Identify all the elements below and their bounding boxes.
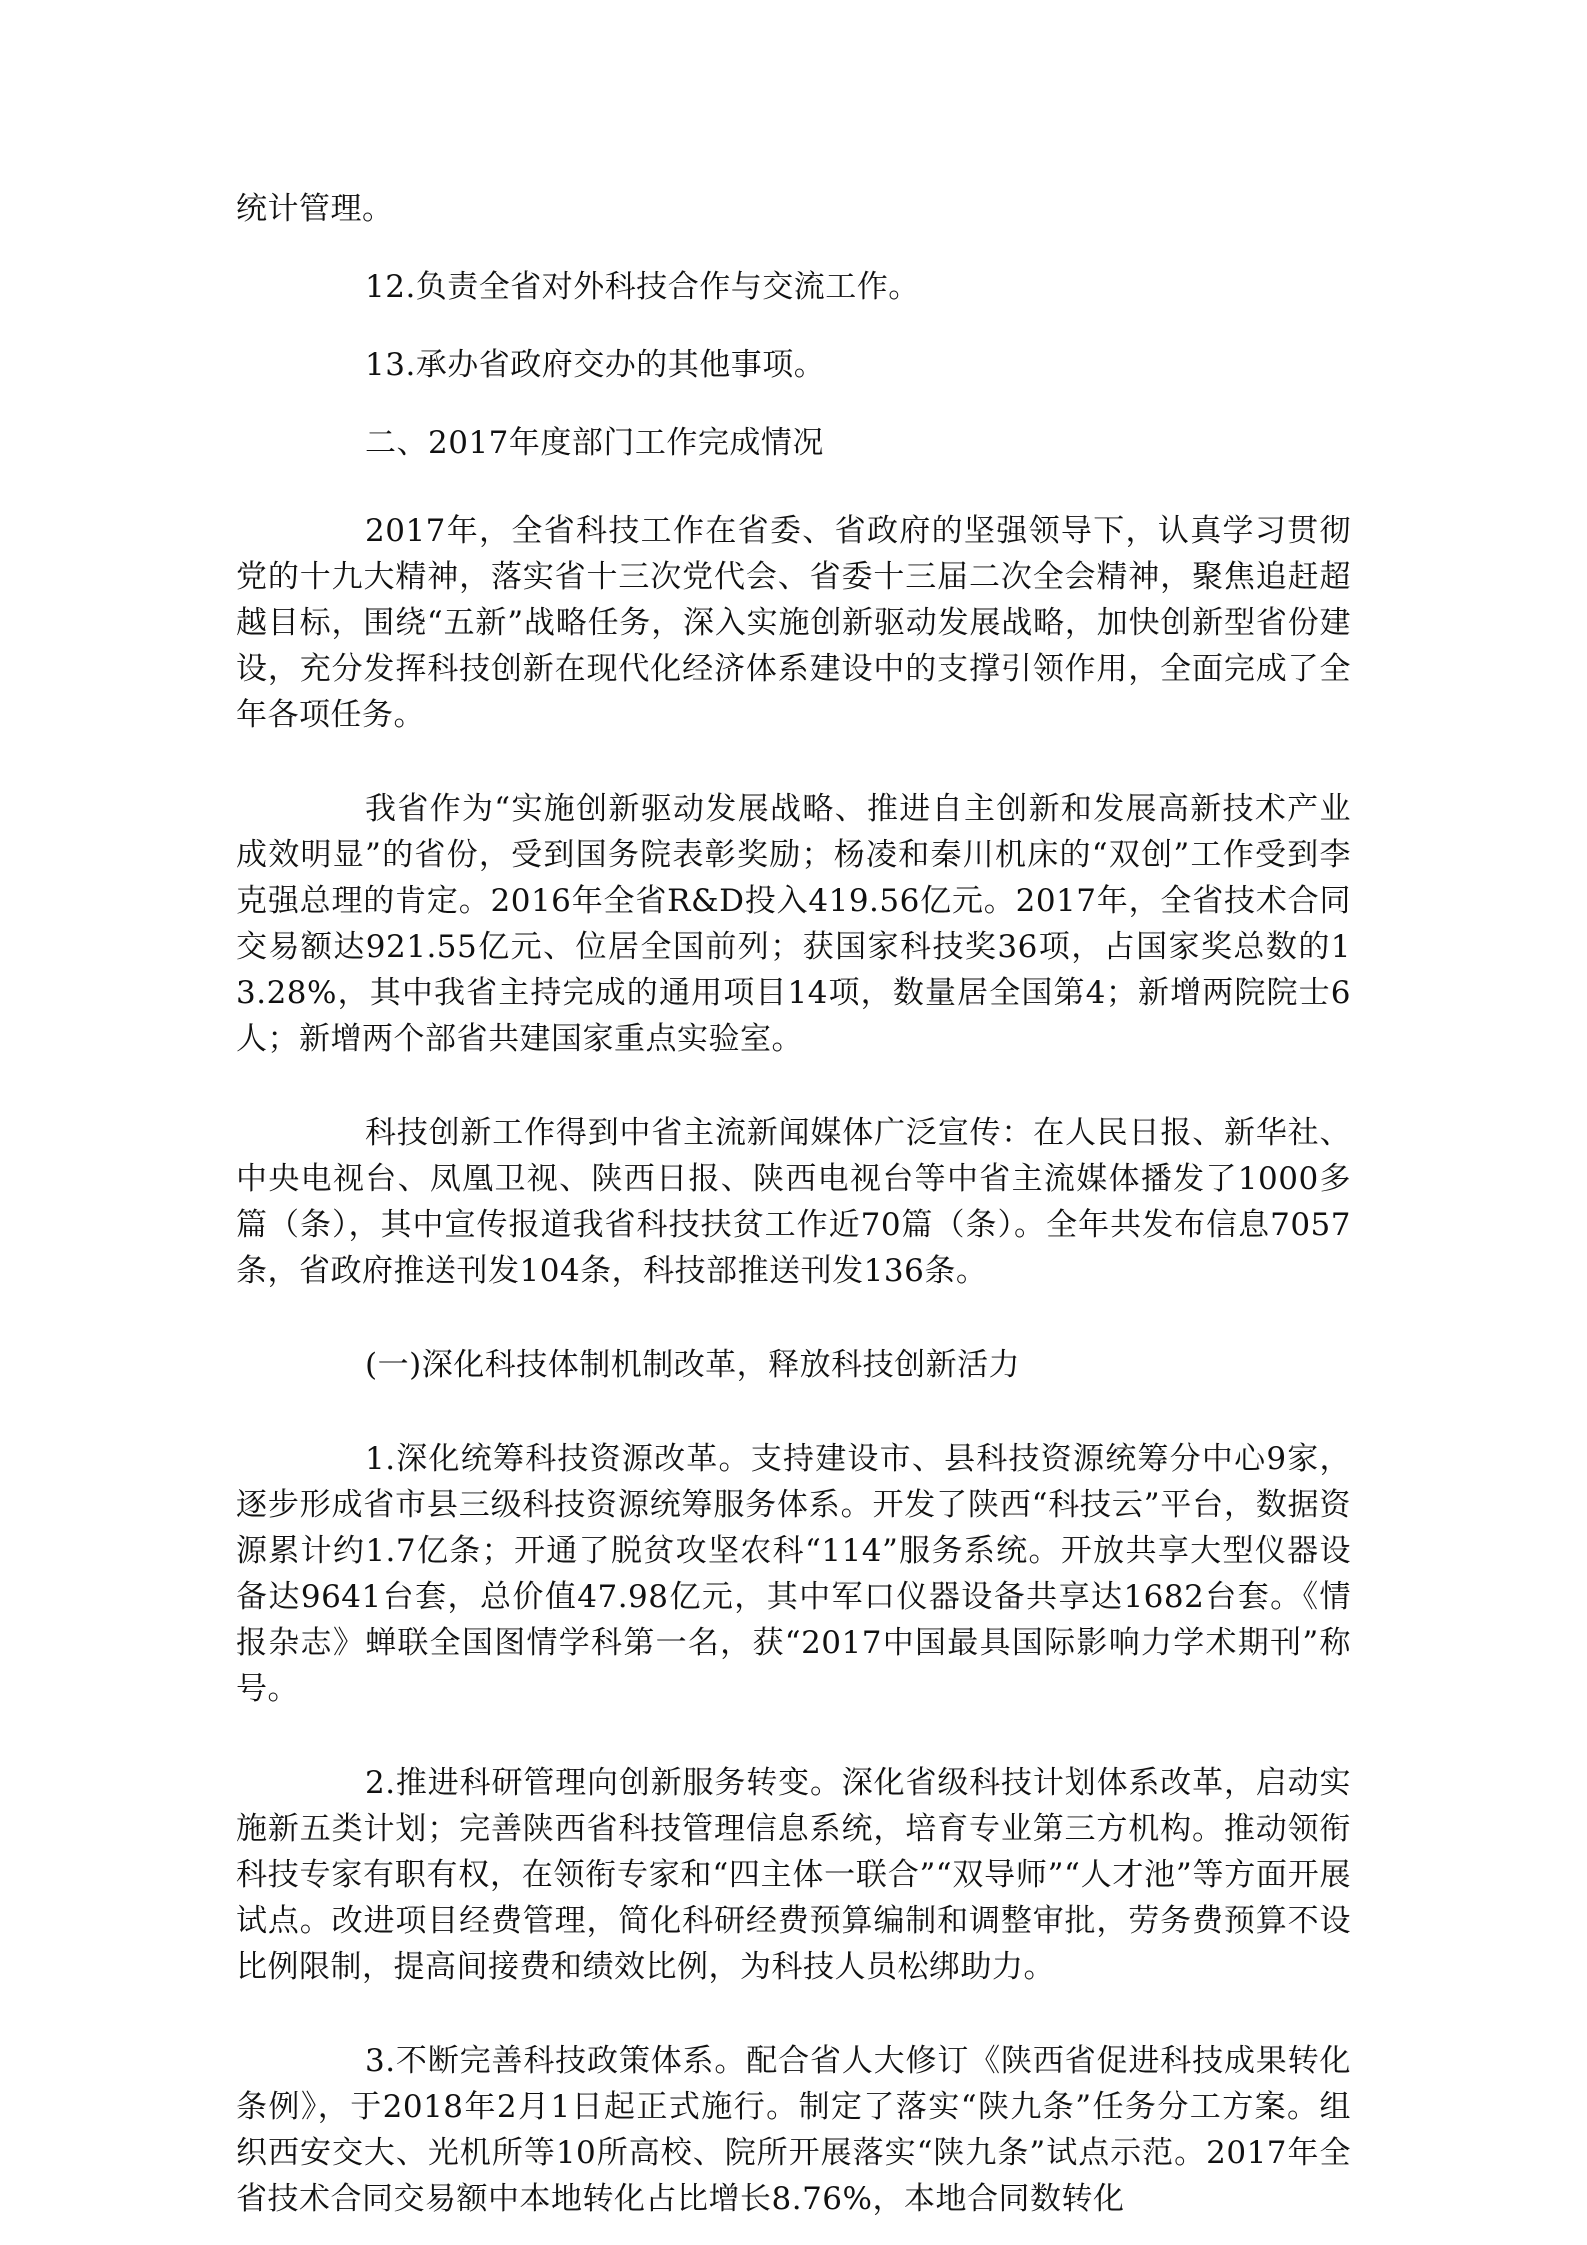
section-heading-2017-work: 二、2017年度部门工作完成情况: [365, 425, 824, 461]
paragraph-reform-3: 3.不断完善科技政策体系。配合省人大修订《陕西省促进科技成果转化条例》，于2018年2月1日起正式施行。制定了落实“陕九条”任务分工方案。组织西安交大、光机所等10所高校、院所开展落实“陕九条”试点示范。2017年全省技术合同交易额中本地转化占比增长8.76%，本地合同数转化: [236, 2043, 1351, 2217]
document-body: [236, 186, 1351, 2222]
paragraph-achievements: 我省作为“实施创新驱动发展战略、推进自主创新和发展高新技术产业成效明显”的省份，受到国务院表彰奖励；杨凌和秦川机床的“双创”工作受到李克强总理的肯定。2016年全省R&D投入419.56亿元。2017年，全省技术合同交易额达921.55亿元、位居全国前列；获国家科技奖36项，占国家奖总数的13.28%，其中我省主持完成的通用项目14项，数量居全国第4；新增两院院士6人；新增两个部省共建国家重点实验室。: [236, 791, 1351, 1057]
paragraph-item-13: 13.承办省政府交办的其他事项。: [365, 347, 826, 383]
paragraph-media-coverage: 科技创新工作得到中省主流新闻媒体广泛宣传：在人民日报、新华社、中央电视台、凤凰卫视、陕西日报、陕西电视台等中省主流媒体播发了1000多篇（条），其中宣传报道我省科技扶贫工作近70篇（条）。全年共发布信息7057条，省政府推送刊发104条，科技部推送刊发136条。: [236, 1115, 1351, 1289]
paragraph-2017-overview: 2017年，全省科技工作在省委、省政府的坚强领导下，认真学习贯彻党的十九大精神，落实省十三次党代会、省委十三届二次全会精神，聚焦追赶超越目标，围绕“五新”战略任务，深入实施创新驱动发展战略，加快创新型省份建设，充分发挥科技创新在现代化经济体系建设中的支撑引领作用，全面完成了全年各项任务。: [236, 513, 1351, 733]
paragraph-reform-1: 1.深化统筹科技资源改革。支持建设市、县科技资源统筹分中心9家，逐步形成省市县三级科技资源统筹服务体系。开发了陕西“科技云”平台，数据资源累计约1.7亿条；开通了脱贫攻坚农科“114”服务系统。开放共享大型仪器设备达9641台套，总价值47.98亿元，其中军口仪器设备共享达1682台套。《情报杂志》蝉联全国图情学科第一名，获“2017中国最具国际影响力学术期刊”称号。: [236, 1441, 1351, 1707]
paragraph-item-12: 12.负责全省对外科技合作与交流工作。: [365, 269, 920, 305]
subsection-heading-reform: (一)深化科技体制机制改革，释放科技创新活力: [365, 1347, 1021, 1383]
paragraph-statistics-management: 统计管理。: [236, 191, 394, 227]
paragraph-reform-2: 2.推进科研管理向创新服务转变。深化省级科技计划体系改革，启动实施新五类计划；完善陕西省科技管理信息系统，培育专业第三方机构。推动领衔科技专家有职有权，在领衔专家和“四主体一联合”“双导师”“人才池”等方面开展试点。改进项目经费管理，简化科研经费预算编制和调整审批，劳务费预算不设比例限制，提高间接费和绩效比例，为科技人员松绑助力。: [236, 1765, 1351, 1985]
